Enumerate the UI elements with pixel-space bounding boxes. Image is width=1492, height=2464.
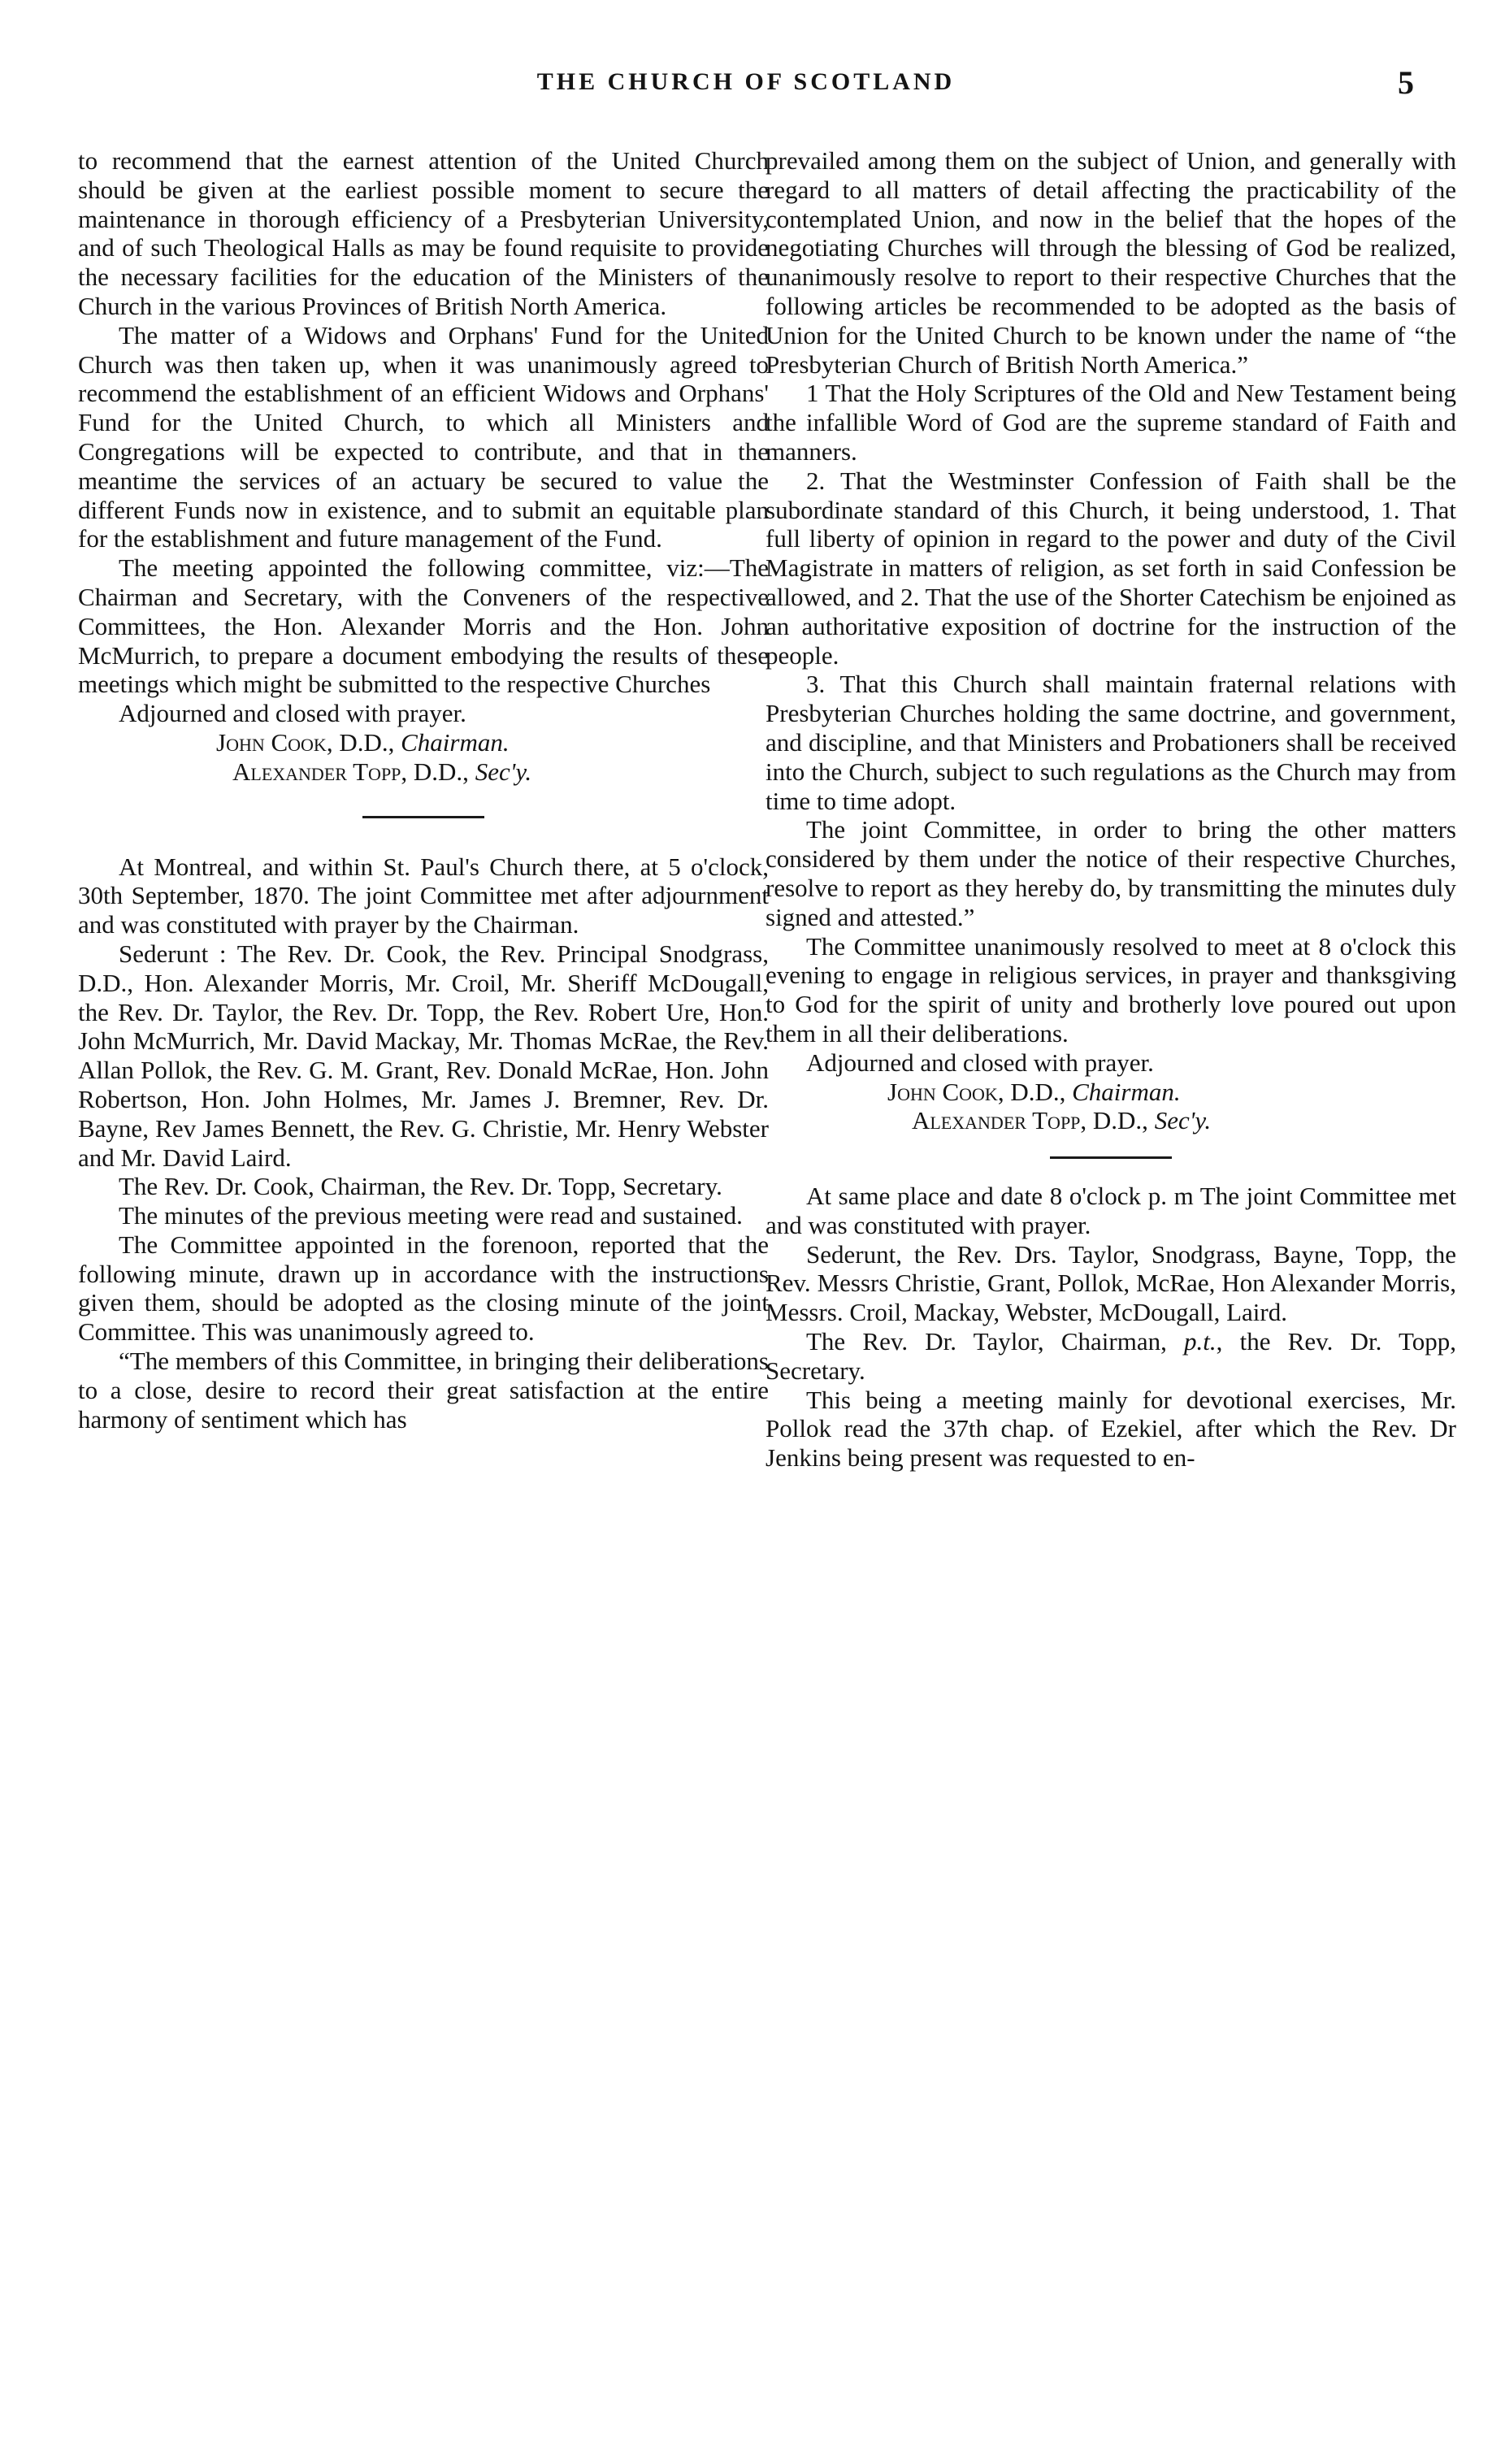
left-column [78,146,769,1434]
text-run: The Rev. Dr. Taylor, Chairman, [806,1327,1185,1356]
paragraph: At Montreal, and within St. Paul's Church there, at 5 o'clock, 30th September, 1870. The joint Committee met after adjournment and was constituted with prayer by the Chairman. [78,852,769,939]
signature-secretary [78,757,769,787]
paragraph: The minutes of the previous meeting were read and sustained. [119,1201,743,1230]
paragraph: The Committee unanimously resolved to meet at 8 o'clock this evening to engage in religious services, in prayer and thanksgiving to God for the spirit of unity and brotherly love poured out upon them in all their deliberations. [766,931,1456,1048]
signatory-role: Sec'y. [1154,1106,1212,1135]
paragraph: 2. That the Westminster Confession of Faith shall be the subordinate standard of this Church, it being understood, 1. That full liberty of opinion in regard to the power and duty of the Civil Magistrate in matters of religion, as set forth in said Confession be allowed, and 2. That the use of the Shorter Catechism be enjoined as an authoritative exposition of doctrine for the instruction of the people. [766,466,1456,670]
paragraph: The matter of a Widows and Orphans' Fund for the United Church was then taken up, when it was unanimously agreed to recommend the establishment of an efficient Widows and Orphans' Fund for the United Church, to which all Ministers and Congregations will be expected to contribute, and that in the meantime the services of an actuary be secured to value the different Funds now in existence, and to submit an equitable plan for the establishment and future management of the Fund. [78,320,769,553]
paragraph: 1 That the Holy Scriptures of the Old and New Testament being the infallible Word of God are the supreme standard of Faith and manners. [766,379,1456,466]
running-head [78,64,1414,117]
paragraph: Sederunt, the Rev. Drs. Taylor, Snodgrass, Bayne, Topp, the Rev. Messrs Christie, Grant, Pollok, McRae, Hon Alexander Morris, Messrs. Croil, Mackay, Webster, McDougall, Laird. [766,1239,1456,1327]
paragraph: Adjourned and closed with prayer. [119,699,466,728]
right-column [766,146,1456,1473]
paragraph: Adjourned and closed with prayer. [806,1048,1154,1077]
paragraph: to recommend that the earnest attention of the United Church should be given at the earliest possible moment to secure the maintenance in thorough efficiency of a Presbyterian University, and of such Theological Halls as may be found requisite to provide the necessary facilities for the education of the Ministers of the Church in the various Provinces of British North America. [78,146,769,320]
page-number: 5 [1398,64,1414,101]
paragraph: 3. That this Church shall maintain fraternal relations with Presbyterian Churches holding the same doctrine, and government, and discipline, and that Ministers and Probationers shall be received into the Church, subject to such regulations as the Church may from time to time adopt. [766,670,1456,815]
signatory-name: Alexander Topp, D.D., [232,757,469,786]
signature-chairman [766,1078,1456,1107]
paragraph: Sederunt : The Rev. Dr. Cook, the Rev. Principal Snodgrass, D.D., Hon. Alexander Morris, Mr. Croil, Mr. Sheriff McDougall, the Rev. Dr. Taylor, the Rev. Dr. Topp, the Rev. Robert Ure, Hon. John McMurrich, Mr. David Mackay, Mr. Thomas McRae, the Rev. Allan Pollok, the Rev. G. M. Grant, Rev. Donald McRae, Hon. John Robertson, Hon. John Holmes, Mr. James J. Bremner, Rev. Dr. Bayne, Rev James Bennett, the Rev. G. Christie, Mr. Henry Webster and Mr. David Laird. [78,939,769,1172]
paragraph: The Committee appointed in the forenoon, reported that the following minute, drawn up in accordance with the instructions given them, should be adopted as the closing minute of the joint Committee. This was unanimously agreed to. [78,1230,769,1347]
text-run: , the Rev. Dr. Topp, Secretary. [766,1327,1456,1385]
paragraph: “The members of this Committee, in bringing their deliberations to a close, desire to record their great satisfaction at the entire harmony of sentiment which has [78,1347,769,1434]
text-run-italic: p.t. [1184,1327,1217,1356]
signatory-name: Alexander Topp, D.D., [912,1106,1148,1135]
signature-secretary [766,1106,1456,1135]
section-divider [362,816,484,818]
paragraph: At same place and date 8 o'clock p. m The joint Committee met and was constituted with prayer. [766,1182,1456,1239]
paragraph: prevailed among them on the subject of Union, and generally with regard to all matters of detail affecting the practicability of the contemplated Union, and now in the belief that the hopes of the negotiating Churches will through the blessing of God be realized, unanimously resolve to report to their respective Churches that the following articles be recommended to be adopted as the basis of Union for the United Church to be known under the name of “the Presbyterian Church of British North America.” [766,146,1456,379]
signatory-role: Sec'y. [475,757,532,786]
signatory-name: John Cook, D.D., [216,727,395,757]
paragraph: This being a meeting mainly for devotional exercises, Mr. Pollok read the 37th chap. of Ezekiel, after which the Rev. Dr Jenkins being present was requested to en- [766,1385,1456,1473]
section-divider [1050,1156,1172,1159]
signatory-name: John Cook, D.D., [887,1077,1066,1106]
paragraph [766,1327,1456,1386]
signatory-role: Chairman. [401,727,510,757]
running-title: THE CHURCH OF SCOTLAND [536,68,956,95]
signature-chairman [78,728,769,757]
paragraph: The joint Committee, in order to bring the other matters considered by them under the notice of their respective Churches, resolve to report as they hereby do, by transmitting the minutes duly signed and attested.” [766,815,1456,931]
signatory-role: Chairman. [1072,1077,1181,1106]
paragraph: The Rev. Dr. Cook, Chairman, the Rev. Dr. Topp, Secretary. [119,1172,722,1201]
paragraph: The meeting appointed the following committee, viz:—The Chairman and Secretary, with the Conveners of the respective Committees, the Hon. Alexander Morris and the Hon. John McMurrich, to prepare a document embodying the results of these meetings which might be submitted to the respective Churches [78,553,769,699]
